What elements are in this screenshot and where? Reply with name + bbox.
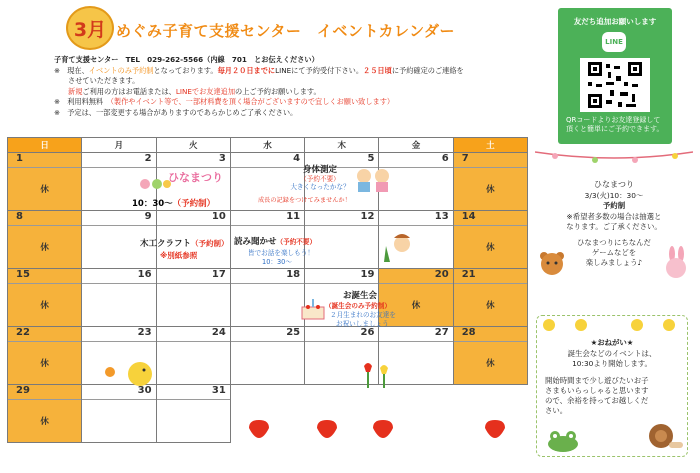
day-cell (156, 327, 230, 385)
hinamatsuri-panel (535, 150, 693, 300)
request-text: 開始時間まで少し遊びたいお子 (545, 376, 649, 385)
qr-code[interactable] (580, 58, 650, 112)
closed-label: 休 (486, 359, 495, 369)
qr-heading: 友だち追加お願いします (573, 17, 657, 26)
day-number: 16 (137, 269, 152, 280)
day-number: 7 (461, 153, 469, 164)
closed-label: 休 (40, 243, 49, 253)
day-number: 14 (461, 211, 476, 222)
event-line: 大きくなったかな？ (290, 183, 350, 191)
weekday-wed: 水 (230, 138, 304, 153)
weekday-tue: 火 (156, 138, 230, 153)
calendar-week (8, 327, 528, 385)
closed-label: 休 (40, 301, 49, 311)
side-note: なります。ご了承ください。 (566, 222, 662, 231)
kids-icon (352, 166, 396, 194)
event-tag: （予約不要） (276, 238, 317, 246)
note-text: ご利用の方はお電話または、 (82, 86, 176, 96)
day-number: 30 (137, 385, 152, 396)
side-text: 楽しみましょう♪ (585, 258, 643, 267)
note-text: （製作やイベント等で、一部材料費を頂く場合がございますので宜しくお願い致します） (110, 97, 395, 106)
weekday-sun: 日 (8, 138, 82, 153)
event-title: お誕生会 (343, 291, 378, 301)
note-change: ※ 予定は、一部変更する場合がありますのであらかじめご了承ください。 (54, 107, 298, 117)
day-cell (8, 385, 82, 443)
qr-code-icon (580, 58, 650, 112)
day-number: 13 (434, 211, 449, 222)
reserve-tag: （予約制） (172, 199, 216, 209)
day-number: 25 (286, 327, 301, 338)
side-text: ゲームなどを (591, 248, 637, 257)
birthday-cake-illustration (299, 295, 327, 323)
side-reserve: 予約制 (602, 201, 626, 210)
note-text: 新規 (68, 86, 83, 96)
request-text: 誕生会などのイベントは、 (567, 349, 657, 358)
side-datetime: 3/3(火)10：30～ (584, 191, 644, 200)
closed-label: 休 (486, 301, 495, 311)
day-number: 29 (16, 385, 30, 396)
garland-icon (535, 150, 693, 164)
closed-label: 休 (40, 185, 49, 195)
day-number: 26 (360, 327, 375, 338)
day-cell (230, 327, 304, 385)
day-number: 8 (16, 211, 23, 222)
hinamatsuri-event (132, 200, 215, 209)
contact-line: 子育て支援センター TEL 029-262-5566（内線 701 とお伝えください） (54, 55, 319, 64)
qr-note: QRコードよりお友達登録して頂くと簡単にご予約できます。 (566, 116, 664, 133)
note-text: ２５日頃 (363, 65, 392, 75)
mokko-event (140, 240, 229, 249)
weekday-thu: 木 (305, 138, 379, 153)
day-number: 21 (461, 269, 476, 280)
day-number: 1 (16, 153, 23, 164)
closed-label: 休 (40, 359, 49, 369)
request-panel (536, 315, 688, 457)
note-new-users (54, 87, 524, 98)
event-tag: （誕生会のみ予約制） (325, 302, 391, 310)
note-text: の上ご予約お願いします。 (235, 86, 321, 96)
chick-tulip-illustration (100, 354, 160, 390)
note-text: イベントのみ予約制 (88, 65, 154, 75)
day-number: 3 (218, 153, 226, 164)
day-number: 10 (211, 211, 226, 222)
day-number: 12 (360, 211, 375, 222)
day-cell (8, 269, 82, 327)
weekday-mon: 月 (82, 138, 156, 153)
note-text: LINEでお友達追加 (175, 86, 236, 96)
day-number: 4 (293, 153, 301, 164)
line-logo-icon: LINE (602, 32, 626, 52)
closed-label: 休 (40, 417, 49, 427)
day-number: 31 (211, 385, 226, 396)
note-fee (54, 97, 524, 108)
day-cell (453, 327, 527, 385)
day-number: 24 (211, 327, 226, 338)
day-cell (8, 211, 82, 269)
event-tag: （予約不要） (300, 174, 340, 183)
day-number: 9 (144, 211, 152, 222)
strawberry-icon (245, 416, 515, 438)
request-text: さい。 (545, 406, 568, 415)
weekday-sat: 土 (453, 138, 527, 153)
day-number: 20 (434, 269, 449, 280)
event-calendar (7, 137, 528, 443)
shintai-event (285, 166, 355, 192)
closed-label: 休 (486, 243, 495, 253)
note-text: ※ 現在、 (54, 65, 89, 75)
day-cell (453, 211, 527, 269)
note-text: LINEにて予約受付下さい。 (275, 65, 364, 75)
month-badge: 3月 (66, 6, 114, 50)
kids-illustration (352, 166, 396, 194)
day-number: 6 (441, 153, 449, 164)
day-cell (453, 269, 527, 327)
day-cell (156, 269, 230, 327)
day-cell (82, 385, 156, 443)
weekday-header (8, 138, 528, 153)
tulips-illustration (358, 360, 398, 390)
event-line: 皆でお話を楽しもう！ (248, 249, 314, 257)
event-title: 身体測定 (302, 165, 337, 175)
line-qr-panel (558, 8, 672, 144)
request-text: さまもいらっしゃると思います (545, 386, 649, 395)
day-cell (230, 269, 304, 327)
tulip-icon (358, 360, 398, 390)
closed-label: 休 (486, 185, 495, 195)
event-line: お祝いしましょう (336, 320, 389, 328)
reading-child-illustration (380, 232, 414, 264)
day-number: 17 (211, 269, 226, 280)
info-block (54, 55, 524, 118)
rabbit-icon (663, 246, 689, 284)
chicks-row-icon (541, 316, 681, 332)
day-cell (8, 327, 82, 385)
side-note: ※希望者多数の場合は抽選と (566, 212, 662, 221)
event-line: ２月生まれのお友達を (330, 311, 396, 319)
request-text: 10:30より開始します。 (572, 359, 652, 368)
hinamatsuri-art-text: ひなまつり (168, 171, 223, 184)
frog-icon (545, 428, 581, 452)
day-cell (82, 269, 156, 327)
cake-icon (299, 295, 327, 323)
bear-icon (537, 250, 567, 284)
request-text: ので、余裕を持ってお越しくだ (545, 396, 649, 405)
note-text: となっております。 (153, 65, 218, 75)
event-title: 読み聞かせ (234, 237, 277, 247)
weekday-fri: 金 (379, 138, 453, 153)
side-text: ひなまつりにちなんだ (577, 238, 651, 247)
chick-icon (100, 354, 160, 390)
yomi-event (234, 238, 316, 247)
note-text: ※ 利用料無料 (54, 97, 111, 106)
day-number: 22 (16, 327, 30, 338)
note-text: させていただきます。 (68, 76, 140, 85)
day-number: 19 (360, 269, 375, 280)
note-text: 毎月２０日までに (217, 65, 276, 75)
day-number: 27 (434, 327, 449, 338)
day-cell (156, 385, 230, 443)
mokko-note: ※別紙参照 (160, 251, 198, 260)
day-number: 18 (286, 269, 301, 280)
day-number: 15 (16, 269, 30, 280)
strawberry-border (245, 416, 515, 438)
event-title: 木工クラフト (140, 239, 192, 249)
request-title: ★おねがい★ (590, 338, 634, 347)
calendar-week (8, 269, 528, 327)
snail-icon (647, 420, 683, 452)
day-cell (453, 153, 527, 211)
bday-event (343, 292, 377, 301)
page-title: めぐみ子育て支援センター イベントカレンダー (116, 22, 455, 40)
event-line: 成長の記録をつけてみませんか！ (258, 197, 351, 204)
day-number: 5 (367, 153, 375, 164)
child-reading-icon (380, 232, 414, 264)
day-number: 23 (137, 327, 152, 338)
note-reservation (54, 66, 524, 77)
event-time: 10：30～ (132, 199, 173, 209)
day-cell (8, 153, 82, 211)
event-line: 10：30～ (262, 258, 292, 266)
closed-label: 休 (411, 301, 421, 311)
note-text: に予約確定のご連絡を (391, 65, 464, 75)
side-title: ひなまつり (594, 180, 634, 189)
day-number: 2 (144, 153, 152, 164)
day-number: 28 (461, 327, 476, 338)
day-number: 11 (286, 211, 301, 222)
reserve-tag: （予約制） (191, 239, 229, 248)
